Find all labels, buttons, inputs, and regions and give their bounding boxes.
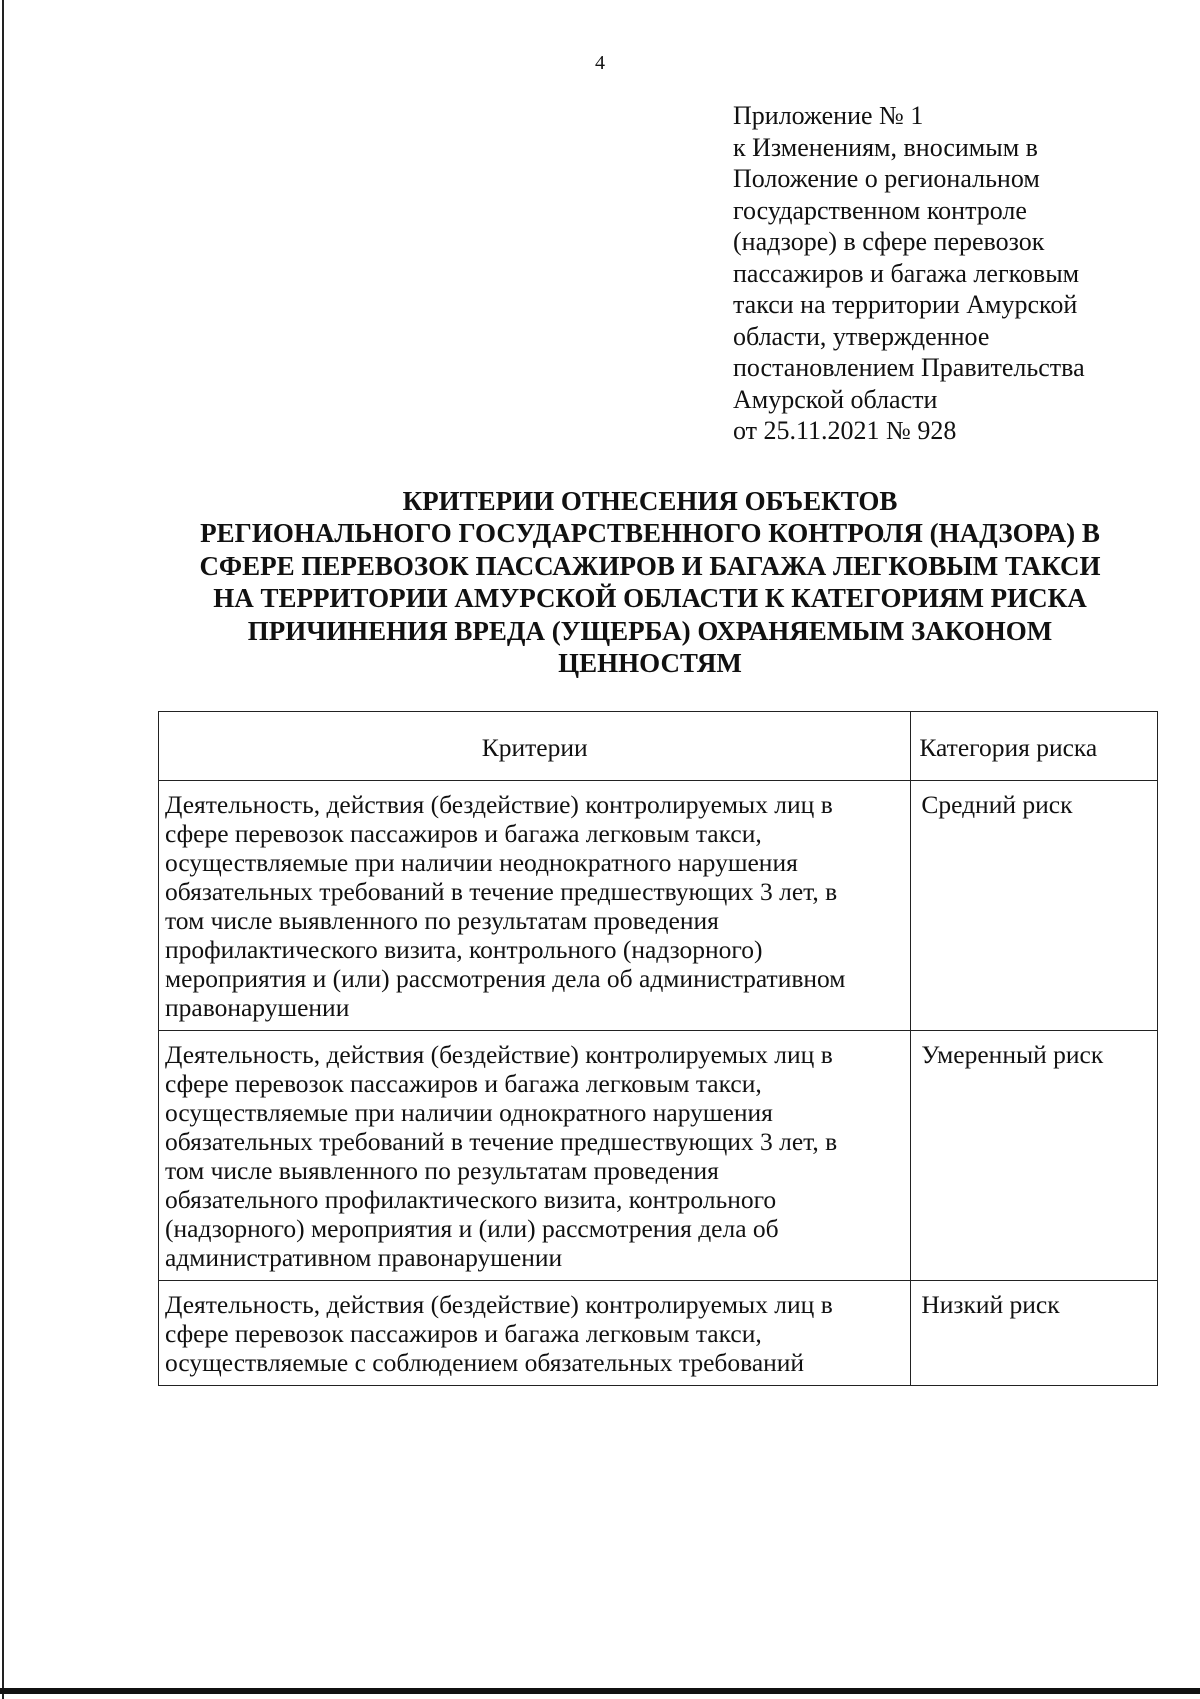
title-line: КРИТЕРИИ ОТНЕСЕНИЯ ОБЪЕКТОВ	[402, 486, 898, 516]
criteria-cell	[159, 1281, 911, 1386]
criteria-cell	[159, 781, 911, 1031]
appendix-line: Положение о региональном	[733, 164, 1040, 193]
scan-edge-left	[2, 0, 4, 1699]
criteria-line: обязательного профилактического визита, контрольного	[165, 1185, 777, 1214]
criteria-line: обязательных требований в течение предшествующих 3 лет, в	[165, 877, 838, 906]
appendix-line: пассажиров и багажа легковым	[733, 258, 1080, 288]
criteria-table	[158, 711, 1158, 1386]
appendix-line: Приложение № 1	[733, 101, 924, 130]
criteria-line: Деятельность, действия (бездействие) контролируемых лиц в	[165, 790, 833, 819]
criteria-line: правонарушении	[165, 993, 350, 1022]
title-line: ЦЕННОСТЯМ	[558, 648, 742, 679]
criteria-line: сфере перевозок пассажиров и багажа легковым такси,	[165, 1319, 762, 1348]
risk-cell	[911, 781, 1158, 1031]
appendix-line: государственном контроле	[733, 195, 1027, 225]
criteria-line: сфере перевозок пассажиров и багажа легковым такси,	[165, 819, 762, 848]
criteria-line: (надзорного) мероприятия и (или) рассмотрения дела об	[165, 1214, 779, 1243]
criteria-line: осуществляемые при наличии однократного нарушения	[165, 1098, 773, 1127]
risk-cell	[911, 1031, 1158, 1281]
criteria-line: административном правонарушении	[165, 1243, 563, 1272]
document-title	[150, 485, 1150, 679]
appendix-line: постановлением Правительства	[733, 353, 1085, 382]
title-line: НА ТЕРРИТОРИИ АМУРСКОЙ ОБЛАСТИ К КАТЕГОРИЯМ РИСКА	[213, 583, 1087, 614]
criteria-line: сфере перевозок пассажиров и багажа легковым такси,	[165, 1069, 762, 1098]
appendix-line: от 25.11.2021 № 928	[733, 416, 957, 445]
criteria-line: том числе выявленного по результатам проведения	[165, 1156, 719, 1185]
appendix-line: Амурской области	[733, 384, 938, 414]
criteria-line: осуществляемые с соблюдением обязательных требований	[165, 1348, 805, 1377]
criteria-line: том числе выявленного по результатам проведения	[165, 906, 719, 935]
risk-category: Низкий риск	[921, 1290, 1060, 1319]
table-row	[159, 1031, 1158, 1281]
title-line: ПРИЧИНЕНИЯ ВРЕДА (УЩЕРБА) ОХРАНЯЕМЫМ ЗАКОНОМ	[247, 615, 1053, 646]
appendix-line: такси на территории Амурской	[733, 290, 1078, 319]
title-line: СФЕРЕ ПЕРЕВОЗОК ПАССАЖИРОВ И БАГАЖА ЛЕГКОВЫМ ТАКСИ	[199, 550, 1101, 581]
page-number: 4	[595, 52, 605, 74]
criteria-line: Деятельность, действия (бездействие) контролируемых лиц в	[165, 1290, 833, 1319]
header-risk-category: Категория риска	[911, 712, 1158, 781]
risk-category: Умеренный риск	[921, 1040, 1104, 1069]
criteria-line: осуществляемые при наличии неоднократного нарушения	[165, 848, 798, 877]
appendix-line: к Изменениям, вносимым в	[733, 132, 1038, 162]
risk-cell	[911, 1281, 1158, 1386]
criteria-line: Деятельность, действия (бездействие) контролируемых лиц в	[165, 1040, 833, 1069]
risk-category: Средний риск	[921, 790, 1073, 819]
criteria-line: мероприятия и (или) рассмотрения дела об административном	[165, 964, 846, 993]
criteria-cell	[159, 1031, 911, 1281]
header-criteria: Критерии	[159, 712, 911, 781]
criteria-line: профилактического визита, контрольного (надзорного)	[165, 935, 763, 964]
appendix-line: области, утвержденное	[733, 321, 990, 351]
title-line: РЕГИОНАЛЬНОГО ГОСУДАРСТВЕННОГО КОНТРОЛЯ (НАДЗОРА) В	[200, 518, 1100, 549]
table-row	[159, 781, 1158, 1031]
scan-edge-bottom	[0, 1688, 1200, 1694]
appendix-line: (надзоре) в сфере перевозок	[733, 227, 1045, 256]
appendix-note	[733, 100, 1173, 447]
table-row	[159, 1281, 1158, 1386]
criteria-line: обязательных требований в течение предшествующих 3 лет, в	[165, 1127, 838, 1156]
table-header-row	[159, 712, 1158, 781]
